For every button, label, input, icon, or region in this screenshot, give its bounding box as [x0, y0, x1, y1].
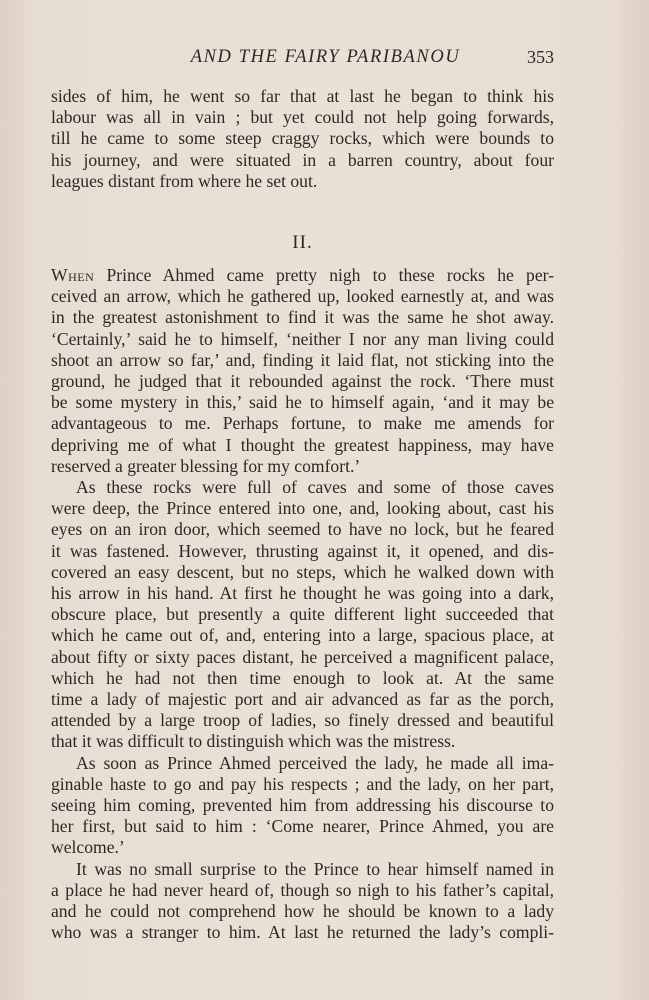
text-line: that it was difficult to distinguish which was the mistress. [51, 731, 456, 752]
page-number: 353 [527, 47, 554, 67]
text-line: ceived an arrow, which he gathered up, looked earnestly at, and was [51, 286, 554, 307]
paragraph [51, 859, 554, 944]
drop-word: When [51, 265, 95, 285]
text-line: As soon as Prince Ahmed perceived the lady, he made all ima- [76, 752, 554, 773]
text-line: his arrow in his hand. At first he thought he was going into a dark, [51, 583, 554, 604]
text-line: and he could not comprehend how he should be known to a lady [51, 901, 554, 922]
first-line-rest: Prince Ahmed came pretty nigh to these rocks he per- [94, 265, 554, 285]
opening-paragraph [51, 86, 554, 192]
text-line: obscure place, but presently a quite different light succeeded that [51, 604, 554, 625]
section-heading: II. [292, 232, 313, 253]
section-body [51, 265, 554, 944]
text-line: about fifty or sixty paces distant, he perceived a magnificent palace, [51, 646, 554, 667]
text-line: sides of him, he went so far that at last he began to think his [51, 86, 554, 106]
text-line: seeing him coming, prevented him from addressing his discourse to [51, 795, 554, 816]
text-line: depriving me of what I thought the greatest happiness, may have [51, 434, 554, 455]
text-line [51, 265, 554, 286]
text-line: time a lady of majestic port and air advanced as far as the porch, [51, 689, 554, 710]
text-line: his journey, and were situated in a barren country, about four [51, 149, 554, 170]
paragraph [51, 477, 554, 753]
text-line: who was a stranger to him. At last he returned the lady’s compli- [51, 922, 554, 943]
text-line: which he came out of, and, entering into a large, spacious place, at [51, 625, 554, 646]
text-line: ‘Certainly,’ said he to himself, ‘neither I nor any man living could [51, 328, 554, 349]
paragraph [51, 265, 554, 477]
text-line: It was no small surprise to the Prince to hear himself named in [76, 858, 554, 879]
text-line: leagues distant from where he set out. [51, 170, 318, 191]
text-line: ginable haste to go and pay his respects ; and the lady, on her part, [51, 773, 554, 794]
text-line: a place he had never heard of, though so nigh to his father’s capital, [51, 879, 554, 900]
text-line: in the greatest astonishment to find it was the same he shot away. [51, 307, 554, 328]
text-line: As these rocks were full of caves and some of those caves [76, 477, 554, 498]
text-line: covered an easy descent, but no steps, which he walked down with [51, 561, 554, 582]
text-line: her first, but said to him : ‘Come nearer, Prince Ahmed, you are [51, 816, 554, 837]
text-line: which he had not then time enough to look at. At the same [51, 667, 554, 688]
paragraph [51, 753, 554, 859]
text-line: attended by a large troop of ladies, so finely dressed and beautiful [51, 710, 554, 731]
running-head [51, 44, 554, 70]
text-line: advantageous to me. Perhaps fortune, to make me amends for [51, 413, 554, 434]
text-line: ground, he judged that it rebounded against the rock. ‘There must [51, 371, 554, 392]
text-line: shoot an arrow so far,’ and, finding it laid flat, not sticking into the [51, 349, 554, 370]
text-line: labour was all in vain ; but yet could not help going forwards, [51, 107, 554, 128]
running-title: AND THE FAIRY PARIBANOU [190, 47, 461, 67]
text-line: eyes on an iron door, which seemed to have no lock, but he feared [51, 519, 554, 540]
text-line: reserved a greater blessing for my comfort.’ [51, 455, 361, 476]
text-line: it was fastened. However, thrusting against it, it opened, and dis- [51, 540, 554, 561]
text-line: welcome.’ [51, 837, 125, 858]
text-line: were deep, the Prince entered into one, and, looking about, cast his [51, 498, 554, 519]
text-line: till he came to some steep craggy rocks, which were bounds to [51, 128, 554, 149]
text-line: be some mystery in this,’ said he to himself again, ‘and it may be [51, 392, 554, 413]
